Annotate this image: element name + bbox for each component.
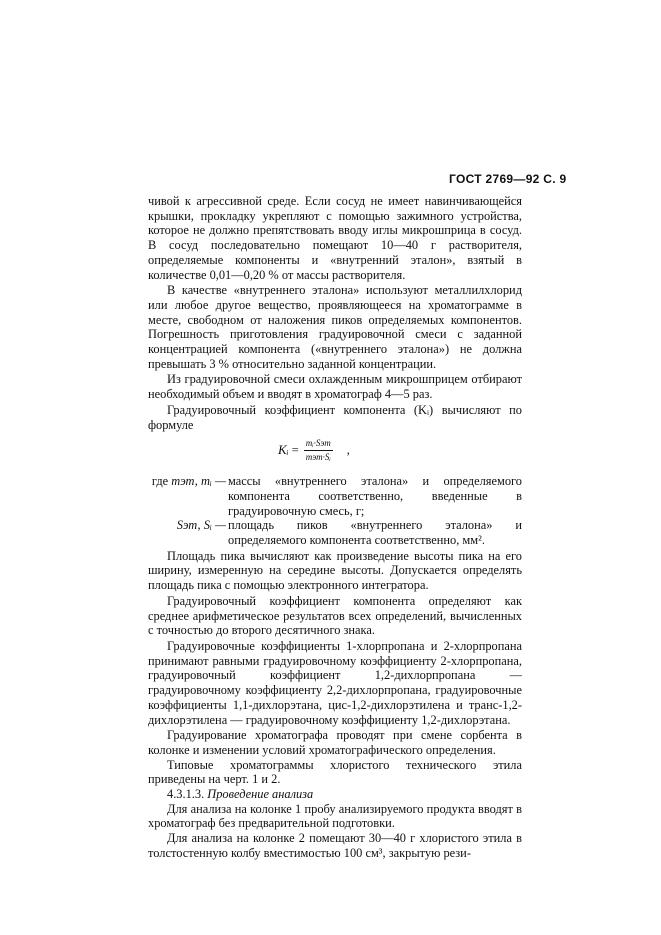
definition-1-desc: массы «внутреннего эталона» и определяемого компонента соответственно, введенные в градуировочную смесь, г; xyxy=(228,474,522,518)
definition-2 xyxy=(148,518,522,547)
formula-fraction xyxy=(304,438,333,463)
document-body xyxy=(148,194,522,861)
paragraph-9: Типовые хроматограммы хлористого технического этила приведены на черт. 1 и 2. xyxy=(148,757,522,787)
section-heading xyxy=(148,787,522,802)
definition-2-symbols: Sэт, Sᵢ — xyxy=(176,518,226,533)
paragraph-7: Градуировочные коэффициенты 1-хлорпропана и 2-хлорпропана принимают равными градуировочному коэффициенту 2-хлорпропана, градуировочный коэффициент 1,2-дихлорпропана — градуировочному коэффициенту 2,2-дихлорпропана, градуировочные коэффициенты 1,1-дихлорэтана, цис-1,2-дихлорэтилена и транс-1,2-дихлорэтилена — градуировочному коэффициенту 1,2-дихлорэтана. xyxy=(148,638,522,727)
definition-1 xyxy=(148,474,522,518)
definition-2-desc: площадь пиков «внутреннего эталона» и определяемого компонента соответственно, мм². xyxy=(228,518,522,548)
section-title: Проведение анализа xyxy=(207,787,314,802)
paragraph-1: чивой к агрессивной среде. Если сосуд не имеет навинчивающейся крышки, прокладку укрепляют с помощью зажимного устройства, которое не должно препятствовать вводу иглы микрошприца в сосуд. В сосуд последовательно помещают 10—40 г растворителя, определяемые компоненты и «внутренний эталон», взятый в количестве 0,01—0,20 % от массы растворителя. xyxy=(148,194,522,282)
definition-1-symbols: mэт, mᵢ — xyxy=(171,474,226,489)
paragraph-4: Градуировочный коэффициент компонента (Kᵢ) вычисляют по формуле xyxy=(148,402,522,432)
paragraph-12: Для анализа на колонке 2 помещают 30—40 г хлористого этила в толстостенную колбу вместимостью 100 см³, закрытую рези- xyxy=(148,831,522,860)
definition-1-term xyxy=(148,474,228,518)
formula-comma: , xyxy=(346,443,350,458)
paragraph-3: Из градуировочной смеси охлажденным микрошприцем отбирают необходимый объем и вводят в хроматограф 4—5 раз. xyxy=(148,372,522,402)
page-header: ГОСТ 2769—92 С. 9 xyxy=(449,172,567,186)
formula-lhs: Kᵢ xyxy=(278,442,289,458)
section-number: 4.3.1.3. xyxy=(167,787,205,802)
formula-equals: = xyxy=(291,443,299,458)
definition-1-prefix: где xyxy=(151,474,172,489)
paragraph-6: Градуировочный коэффициент компонента определяют как среднее арифметическое результатов всех определений, вычисленных с точностью до второго десятичного знака. xyxy=(148,593,522,638)
paragraph-2: В качестве «внутреннего эталона» используют металлилхлорид или любое другое вещество, проявляющееся на хроматограмме в месте, свободном от наложения пиков определяемых компонентов. Погрешность приготовления градуировочной смеси с заданной концентрацией компонента («внутреннего эталона») не должна превышать 3 % относительно заданной концентрации. xyxy=(148,283,522,371)
formula-block xyxy=(148,434,522,472)
definition-2-term xyxy=(148,518,228,547)
paragraph-11: Для анализа на колонке 1 пробу анализируемого продукта вводят в хроматограф без предварительной подготовки. xyxy=(148,801,522,831)
paragraph-8: Градуирование хроматографа проводят при смене сорбента в колонке и изменении условий хроматографического определения. xyxy=(148,728,522,757)
formula-denominator: mэт·Sᵢ xyxy=(305,452,331,463)
formula-numerator: mᵢ·Sэт xyxy=(304,438,333,451)
formula xyxy=(278,438,350,463)
paragraph-5: Площадь пика вычисляют как произведение высоты пика на его ширину, измеренную на середине высоты. Допускается определять площадь пика с помощью электронного интегратора. xyxy=(148,548,522,593)
